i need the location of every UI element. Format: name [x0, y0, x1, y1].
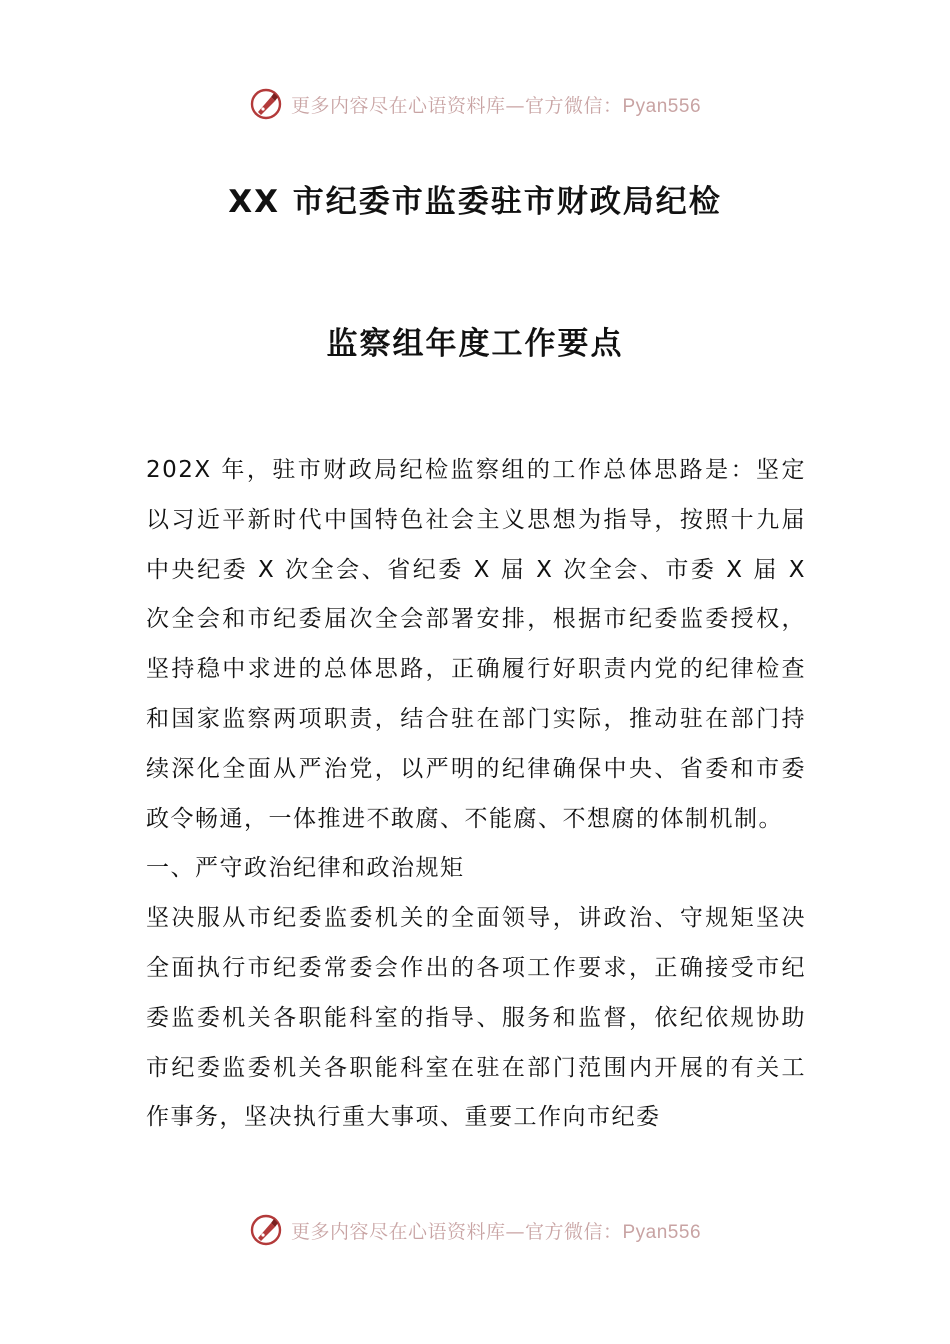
- watermark-text: 更多内容尽在心语资料库—官方微信：Pyan556: [290, 94, 702, 117]
- watermark-id: Pyan556: [622, 1221, 702, 1243]
- pen-nib-logo-icon: [249, 87, 283, 121]
- body-paragraph: 坚决服从市纪委监委机关的全面领导，讲政治、守规矩坚决全面执行市纪委常委会作出的各项工作要求，正确接受市纪委监委机关各职能科室的指导、服务和监督，依纪依规协助市纪委监委机关各职能科室在驻在部门范围内开展的有关工作事务，坚决执行重大事项、重要工作向市纪委: [146, 905, 806, 1131]
- section-heading: 一、严守政治纪律和政治规矩: [146, 855, 465, 882]
- watermark-footer: [0, 1210, 950, 1250]
- watermark-text: 更多内容尽在心语资料库—官方微信：Pyan556: [290, 1220, 702, 1243]
- watermark-header: [0, 84, 950, 124]
- body-paragraph: 202X 年，驻市财政局纪检监察组的工作总体思路是：坚定以习近平新时代中国特色社会主义思想为指导，按照十九届中央纪委 X 次全会、省纪委 X 届 X 次全会、市委 X 届 X 次全会和市纪委届次全会部署安排，根据市纪委监委授权，坚持稳中求进的总体思路，正确履行好职责内党的纪律检查和国家监察两项职责，结合驻在部门实际，推动驻在部门持续深化全面从严治党，以严明的纪律确保中央、省委和市委政令畅通，一体推进不敢腐、不能腐、不想腐的体制机制。: [146, 457, 806, 832]
- document-body: [146, 446, 806, 1143]
- document-title-line-1: XX 市纪委市监委驻市财政局纪检: [228, 184, 722, 220]
- pen-nib-logo-icon: [249, 1213, 283, 1247]
- document-title-line-2: 监察组年度工作要点: [326, 326, 624, 362]
- watermark-id: Pyan556: [622, 95, 702, 117]
